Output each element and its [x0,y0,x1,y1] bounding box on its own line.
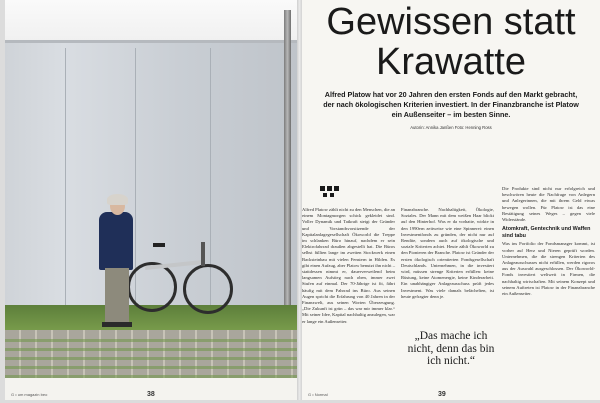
photo-pavement-grass [5,338,297,378]
body-column-2: Finanzbranche. Nachhaltigkeit, Ökologie, Soziales. Der Mann mit dem weißen Haar blickt auf den Hinterhof. Was er da vorhatte, wirkte in den 1990ern zeitweise wie eine Spinnerei: einen Investmentfonds zu gründen, der nicht nur auf Rendite, sondern auch auf ökologische und soziale Kriterien achtet. Heute zählt Ökoworld zu den Pionieren der Branche. Platow ist Gründer der ersten ökologisch orientierten Fondsgesellschaft Deutschlands. Unternehmen, in die investiert wird, müssen strenge Kriterien erfüllen: keine Rüstung, keine Atomenergie, keine Kinderarbeit. Ein unabhängiger Anlageausschuss prüft jedes Investment. Was viele damals belächelten, ist heute gefragter denn je. [401,207,494,299]
right-page [302,0,600,400]
byline: Autorin: Annika Janßen Foto: Henning Ross [410,125,492,130]
square-mark [330,193,334,197]
square-mark [334,186,339,191]
bicycle-seat [153,243,165,247]
standfirst: Alfred Platow hat vor 20 Jahren den ersten Fonds auf den Markt gebracht, der nach ökologischen Kriterien investiert. In der Finanzbranche ist Platow ein Außenseiter – im besten Sinne. [323,90,579,119]
bicycle-rear-wheel [127,262,177,312]
pull-quote: „Das mache ich nicht, denn das bin ich nicht.“ [407,330,495,367]
bicycle-front-wheel [183,264,233,314]
square-mark [327,186,332,191]
body-column-1: Alfred Platow zählt nicht zu den Menschen, die an einem Montagmorgen schick gekleidet sind. Voller Dynamik und Tatkraft steigt der Gründer und Vorstandsvorsitzende der Kapitalanlagegesellschaft Ökoworld die Treppe im schlanken Büro hinauf, nachdem er sein Elektrofahrrad draußen abgestellt hat. Die Büros selbst füllten lange im zweiten Stockwerk einen Backsteinbau mit vielen Fenstern in Hilden. Es gibt einen Aufzug, aber Platow benutzt ihn nicht – stattdessen nimmt er, dauerverweilend beim langsamen Aufstieg nach oben, immer zwei Stufen auf einmal. Der 70-Jährige ist fit, fährt häufig mit dem Fahrrad ins Büro. Aus seinen Augen spricht die Erfahrung von 40 Jahren in der Finanzwelt, aus seinen Worten Überzeugung. „Die Zukunft ist grün – das war mir immer klar.“ Mit seiner Idee, Kapital nachhaltig anzulegen, war er lange ein Außenseiter. [302,207,395,324]
person-coat [99,212,133,270]
headline [302,2,600,82]
right-page-number: 39 [438,391,446,398]
portrait-photo [5,0,297,378]
body-column-3-paragraph-2: Was ins Portfolio der Fondsmanager kommt, ist vorher auf Herz und Nieren geprüft worden. Unternehmen, die die strengen Kriterien des Anlageausschusses nicht erfüllen, werden rigoros aus der Auswahl ausgeschlossen. Der Ökoworld-Fonds investiert weltweit in Firmen, die nachhaltig wirtschaften. Mit seinem Konzept und seinem Auftreten ist Platow in der Finanzbranche ein Außenseiter. [502,241,595,297]
wall-panel-line [65,48,66,318]
left-page [5,0,297,400]
person-legs [105,268,129,324]
right-folio: G • Normal [308,392,328,397]
square-mark [320,186,325,191]
photo-downpipe [284,10,291,310]
bicycle-handlebar [201,242,205,266]
left-page-number: 38 [147,391,155,398]
headline-line-2: Krawatte [376,41,526,83]
body-column-3 [502,186,595,297]
left-folio: G • um magazin beo [11,392,48,397]
person-shoes [102,322,132,327]
person-hair [107,194,128,205]
headline-line-1: Gewissen statt [326,1,576,43]
section-subhead: Atomkraft, Gentechnik und Waffen sind tabu [502,226,591,239]
square-mark [323,193,327,197]
body-column-3-paragraph-1: Die Produkte sind nicht nur erfolgreich und beschwören heute die Nachfrage von Anlegern und Anlegerinnen, die mit ihrem Geld etwas bewegen wollen. Für Platow ist das eine Bestätigung seines Weges – gegen viele Widerstände. [502,186,595,223]
